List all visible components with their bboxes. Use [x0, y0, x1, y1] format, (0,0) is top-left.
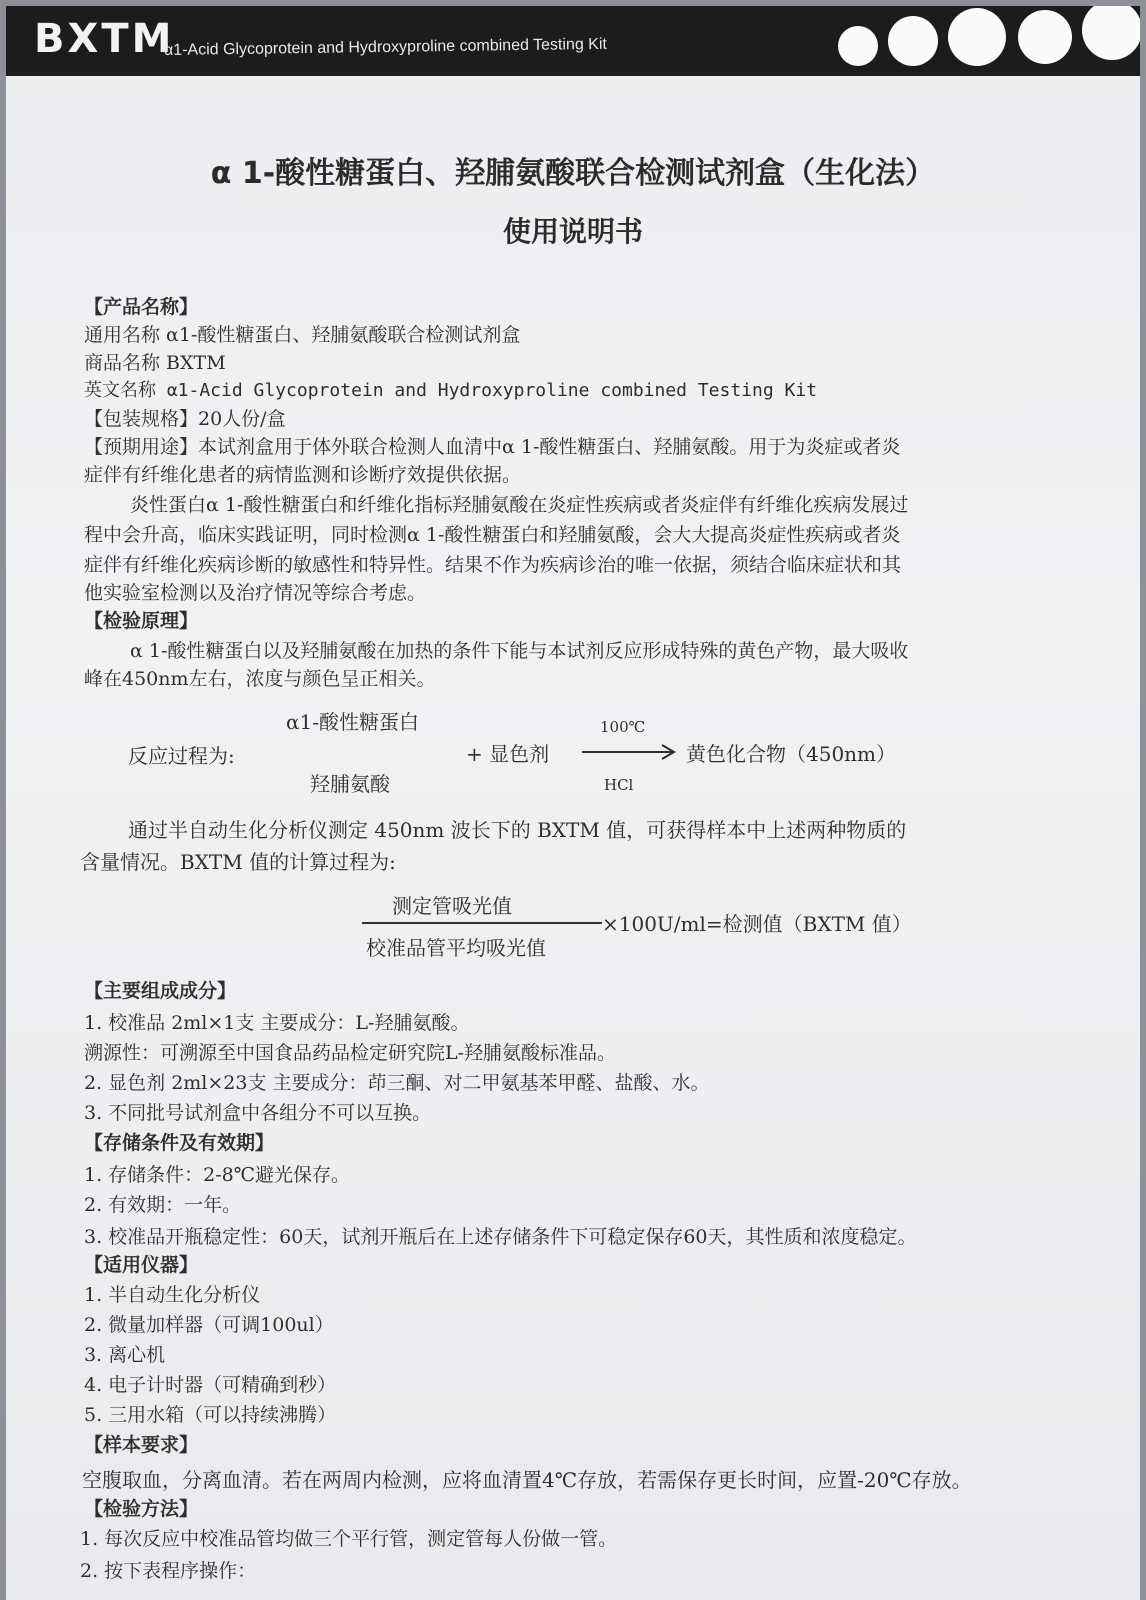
decorative-dot	[888, 16, 938, 66]
reaction-product: 黄色化合物（450nm）	[686, 742, 897, 766]
reaction-catalyst: HCl	[604, 776, 634, 794]
section-heading-components: 【主要组成成分】	[84, 980, 237, 1002]
document-subtitle: 使用说明书	[502, 215, 643, 248]
header-banner	[6, 6, 1140, 76]
reaction-label: 反应过程为:	[128, 744, 235, 768]
kit-english-title: α1-Acid Glycoprotein and Hydroxyproline combined Testing Kit	[163, 35, 608, 59]
section-heading-storage: 【存储条件及有效期】	[84, 1132, 275, 1154]
component-line: 溯源性：可溯源至中国食品药品检定研究院L-羟脯氨酸标准品。	[84, 1042, 617, 1064]
fraction-bar	[362, 922, 602, 924]
intended-use-line: 【预期用途】本试剂盒用于体外联合检测人血清中α 1-酸性糖蛋白、羟脯氨酸。用于为炎症或者炎	[84, 436, 901, 458]
component-line: 2. 显色剂 2ml×23支 主要成分：茚三酮、对二甲氨基苯甲醛、盐酸、水。	[84, 1072, 710, 1094]
brand-logo: BXTM	[34, 16, 175, 62]
principle-line: 峰在450nm左右，浓度与颜色呈正相关。	[84, 668, 436, 690]
english-name: 英文名称 α1-Acid Glycoprotein and Hydroxyproline combined Testing Kit	[84, 380, 818, 401]
instrument-item: 3. 离心机	[84, 1344, 166, 1366]
trade-name: 商品名称 BXTM	[84, 352, 226, 374]
method-line: 1. 每次反应中校准品管均做三个平行管，测定管每人份做一管。	[80, 1528, 618, 1550]
component-line: 1. 校准品 2ml×1支 主要成分：L-羟脯氨酸。	[84, 1012, 470, 1034]
formula-result: ×100U/ml=检测值（BXTM 值）	[602, 912, 912, 936]
section-heading-product: 【产品名称】	[84, 296, 199, 318]
intended-use-line: 症伴有纤维化患者的病情监测和诊断疗效提供依据。	[84, 464, 522, 486]
method-line: 2. 按下表程序操作：	[80, 1560, 257, 1582]
decorative-dot	[1018, 10, 1072, 64]
intended-use-line: 症伴有纤维化疾病诊断的敏感性和特异性。结果不作为疾病诊治的唯一依据，须结合临床症状和其	[84, 554, 902, 576]
instrument-item: 2. 微量加样器（可调100ul）	[84, 1314, 334, 1336]
instrument-item: 4. 电子计时器（可精确到秒）	[84, 1374, 337, 1396]
instruction-sheet	[6, 6, 1140, 1600]
section-heading-sample: 【样本要求】	[84, 1434, 199, 1456]
intended-use-line: 他实验室检测以及治疗情况等综合考虑。	[84, 582, 427, 604]
calc-line: 含量情况。BXTM 值的计算过程为:	[80, 850, 396, 874]
principle-line: α 1-酸性糖蛋白以及羟脯氨酸在加热的条件下能与本试剂反应形成特殊的黄色产物，最大吸收	[130, 640, 909, 662]
decorative-dot	[948, 8, 1006, 66]
sample-requirement: 空腹取血，分离血清。若在两周内检测，应将血清置4℃存放，若需保存更长时间，应置-20℃存放。	[82, 1468, 972, 1492]
storage-line: 1. 存储条件：2-8℃避光保存。	[84, 1164, 351, 1186]
generic-name: 通用名称 α1-酸性糖蛋白、羟脯氨酸联合检测试剂盒	[84, 324, 521, 346]
document-title: α 1-酸性糖蛋白、羟脯氨酸联合检测试剂盒（生化法）	[210, 156, 936, 191]
formula-denominator: 校准品管平均吸光值	[366, 936, 546, 960]
package-spec: 【包装规格】20人份/盒	[84, 408, 286, 430]
intended-use-line: 程中会升高，临床实践证明，同时检测α 1-酸性糖蛋白和羟脯氨酸，会大大提高炎症性疾病或者炎	[84, 524, 901, 546]
storage-line: 3. 校准品开瓶稳定性：60天，试剂开瓶后在上述存储条件下可稳定保存60天，其性质和浓度稳定。	[84, 1226, 917, 1248]
decorative-dot	[1082, 6, 1140, 60]
reaction-temperature: 100℃	[600, 718, 646, 736]
reaction-arrow	[580, 742, 680, 762]
instrument-item: 1. 半自动生化分析仪	[84, 1284, 261, 1306]
reactant-hydroxyproline: 羟脯氨酸	[310, 772, 390, 796]
section-heading-method: 【检验方法】	[84, 1498, 199, 1520]
intended-use-line: 炎性蛋白α 1-酸性糖蛋白和纤维化指标羟脯氨酸在炎症性疾病或者炎症伴有纤维化疾病发展过	[130, 494, 909, 516]
reagent-plus: + 显色剂	[466, 742, 550, 766]
decorative-dot	[838, 26, 878, 66]
reactant-agp: α1-酸性糖蛋白	[286, 710, 419, 734]
formula-numerator: 测定管吸光值	[392, 894, 512, 918]
storage-line: 2. 有效期：一年。	[84, 1194, 242, 1216]
component-line: 3. 不同批号试剂盒中各组分不可以互换。	[84, 1102, 432, 1124]
calc-line: 通过半自动生化分析仪测定 450nm 波长下的 BXTM 值，可获得样本中上述两种物质的	[128, 818, 907, 842]
instrument-item: 5. 三用水箱（可以持续沸腾）	[84, 1404, 337, 1426]
section-heading-instruments: 【适用仪器】	[84, 1254, 199, 1276]
section-heading-principle: 【检验原理】	[84, 610, 199, 632]
